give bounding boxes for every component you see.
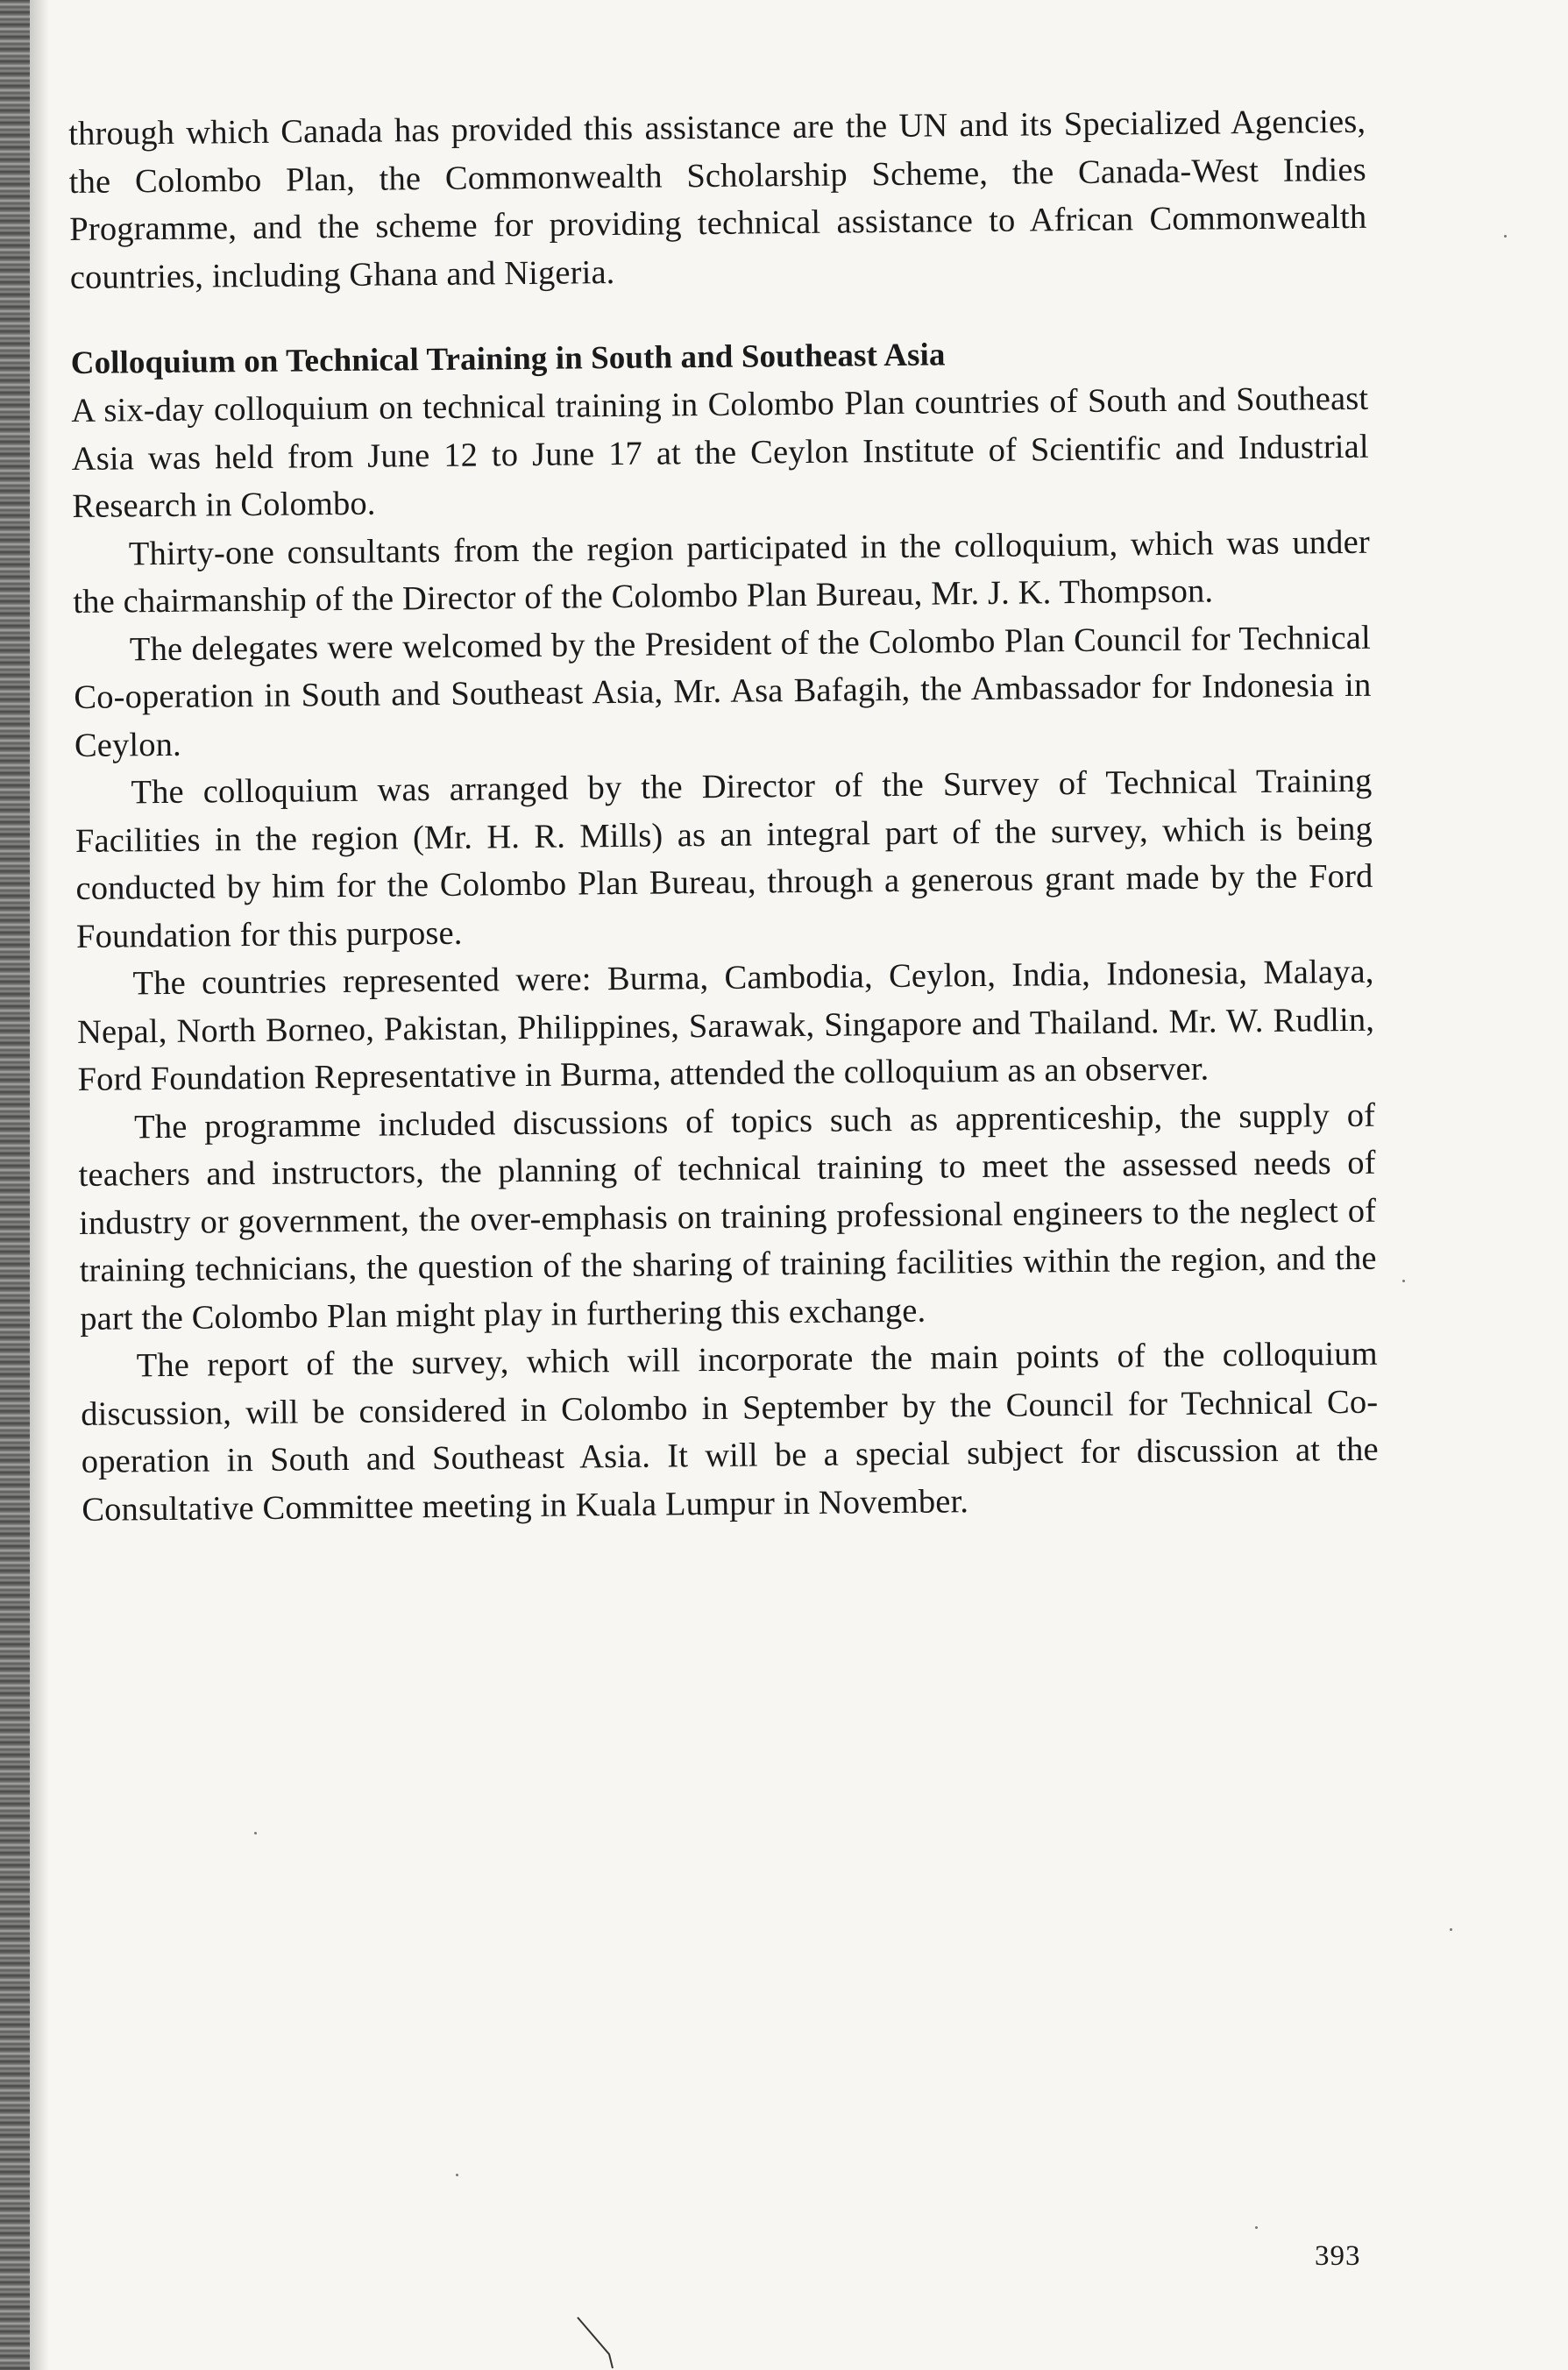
- intro-paragraph: through which Canada has provided this assistance are the UN and its Specialized Agencies, the Colombo Plan, the Commonwealth Scholarship Scheme, the Canada-West Indies Programme, and the scheme for providing technical assistance to African Commonwealth countries, including Ghana and Nigeria.: [68, 103, 1367, 296]
- scan-stray-stroke: [574, 2314, 635, 2370]
- scan-speck: [254, 1832, 257, 1834]
- paragraph-4: The colloquium was arranged by the Director of the Survey of Technical Training Facilities in the region (Mr. H. R. Mills) as an integral part of the survey, which is being conducted by him for the Colombo Plan Bureau, through a generous grant made by the Ford Foundation for this purpose.: [74, 762, 1373, 955]
- page-body: [68, 98, 1380, 1534]
- paragraph-1: A six-day colloquium on technical training in Colombo Plan countries of South and Southeast Asia was held from June 12 to June 17 at the Ceylon Institute of Scientific and Industrial Research in Colombo.: [71, 380, 1369, 525]
- scan-speck: [1255, 2226, 1258, 2229]
- paragraph-7: The report of the survey, which will incorporate the main points of the colloquium discussion, will be considered in Colombo in September by the Council for Technical Co-operation in South and Southeast Asia. It will be a special subject for discussion at the Consultative Committee meeting in Kuala Lumpur in November.: [81, 1335, 1379, 1529]
- scan-speck: [1402, 1280, 1405, 1282]
- page-number: 393: [1315, 2240, 1361, 2272]
- scan-speck: [1504, 235, 1507, 238]
- scan-speck: [456, 2174, 458, 2176]
- paragraph-3: The delegates were welcomed by the President of the Colombo Plan Council for Technical Co-operation in South and Southeast Asia, Mr. Asa Bafagih, the Ambassador for Indonesia in Ceylon.: [74, 619, 1372, 764]
- scan-speck: [1450, 1928, 1452, 1931]
- paragraph-2: Thirty-one consultants from the region participated in the colloquium, which was under the chairmanship of the Director of the Colombo Plan Bureau, Mr. J. K. Thompson.: [73, 523, 1370, 621]
- section-heading: Colloquium on Technical Training in South and Southeast Asia: [70, 337, 946, 381]
- paragraph-5: The countries represented were: Burma, Cambodia, Ceylon, India, Indonesia, Malaya, Nepal, North Borneo, Pakistan, Philippines, Sarawak, Singapore and Thailand. Mr. W. Rudlin, Ford Foundation Representative in Burma, attended the colloquium as an observer.: [76, 953, 1375, 1098]
- paragraph-6: The programme included discussions of topics such as apprenticeship, the supply of teachers and instructors, the planning of technical training to meet the assessed needs of industry or government, the over-emphasis on training professional engineers to the neglect of training technicians, the question of the sharing of training facilities within the region, and the part the Colombo Plan might play in furthering this exchange.: [78, 1096, 1377, 1338]
- scan-binding-edge: [0, 0, 30, 2370]
- scan-binding-shadow: [30, 0, 49, 2370]
